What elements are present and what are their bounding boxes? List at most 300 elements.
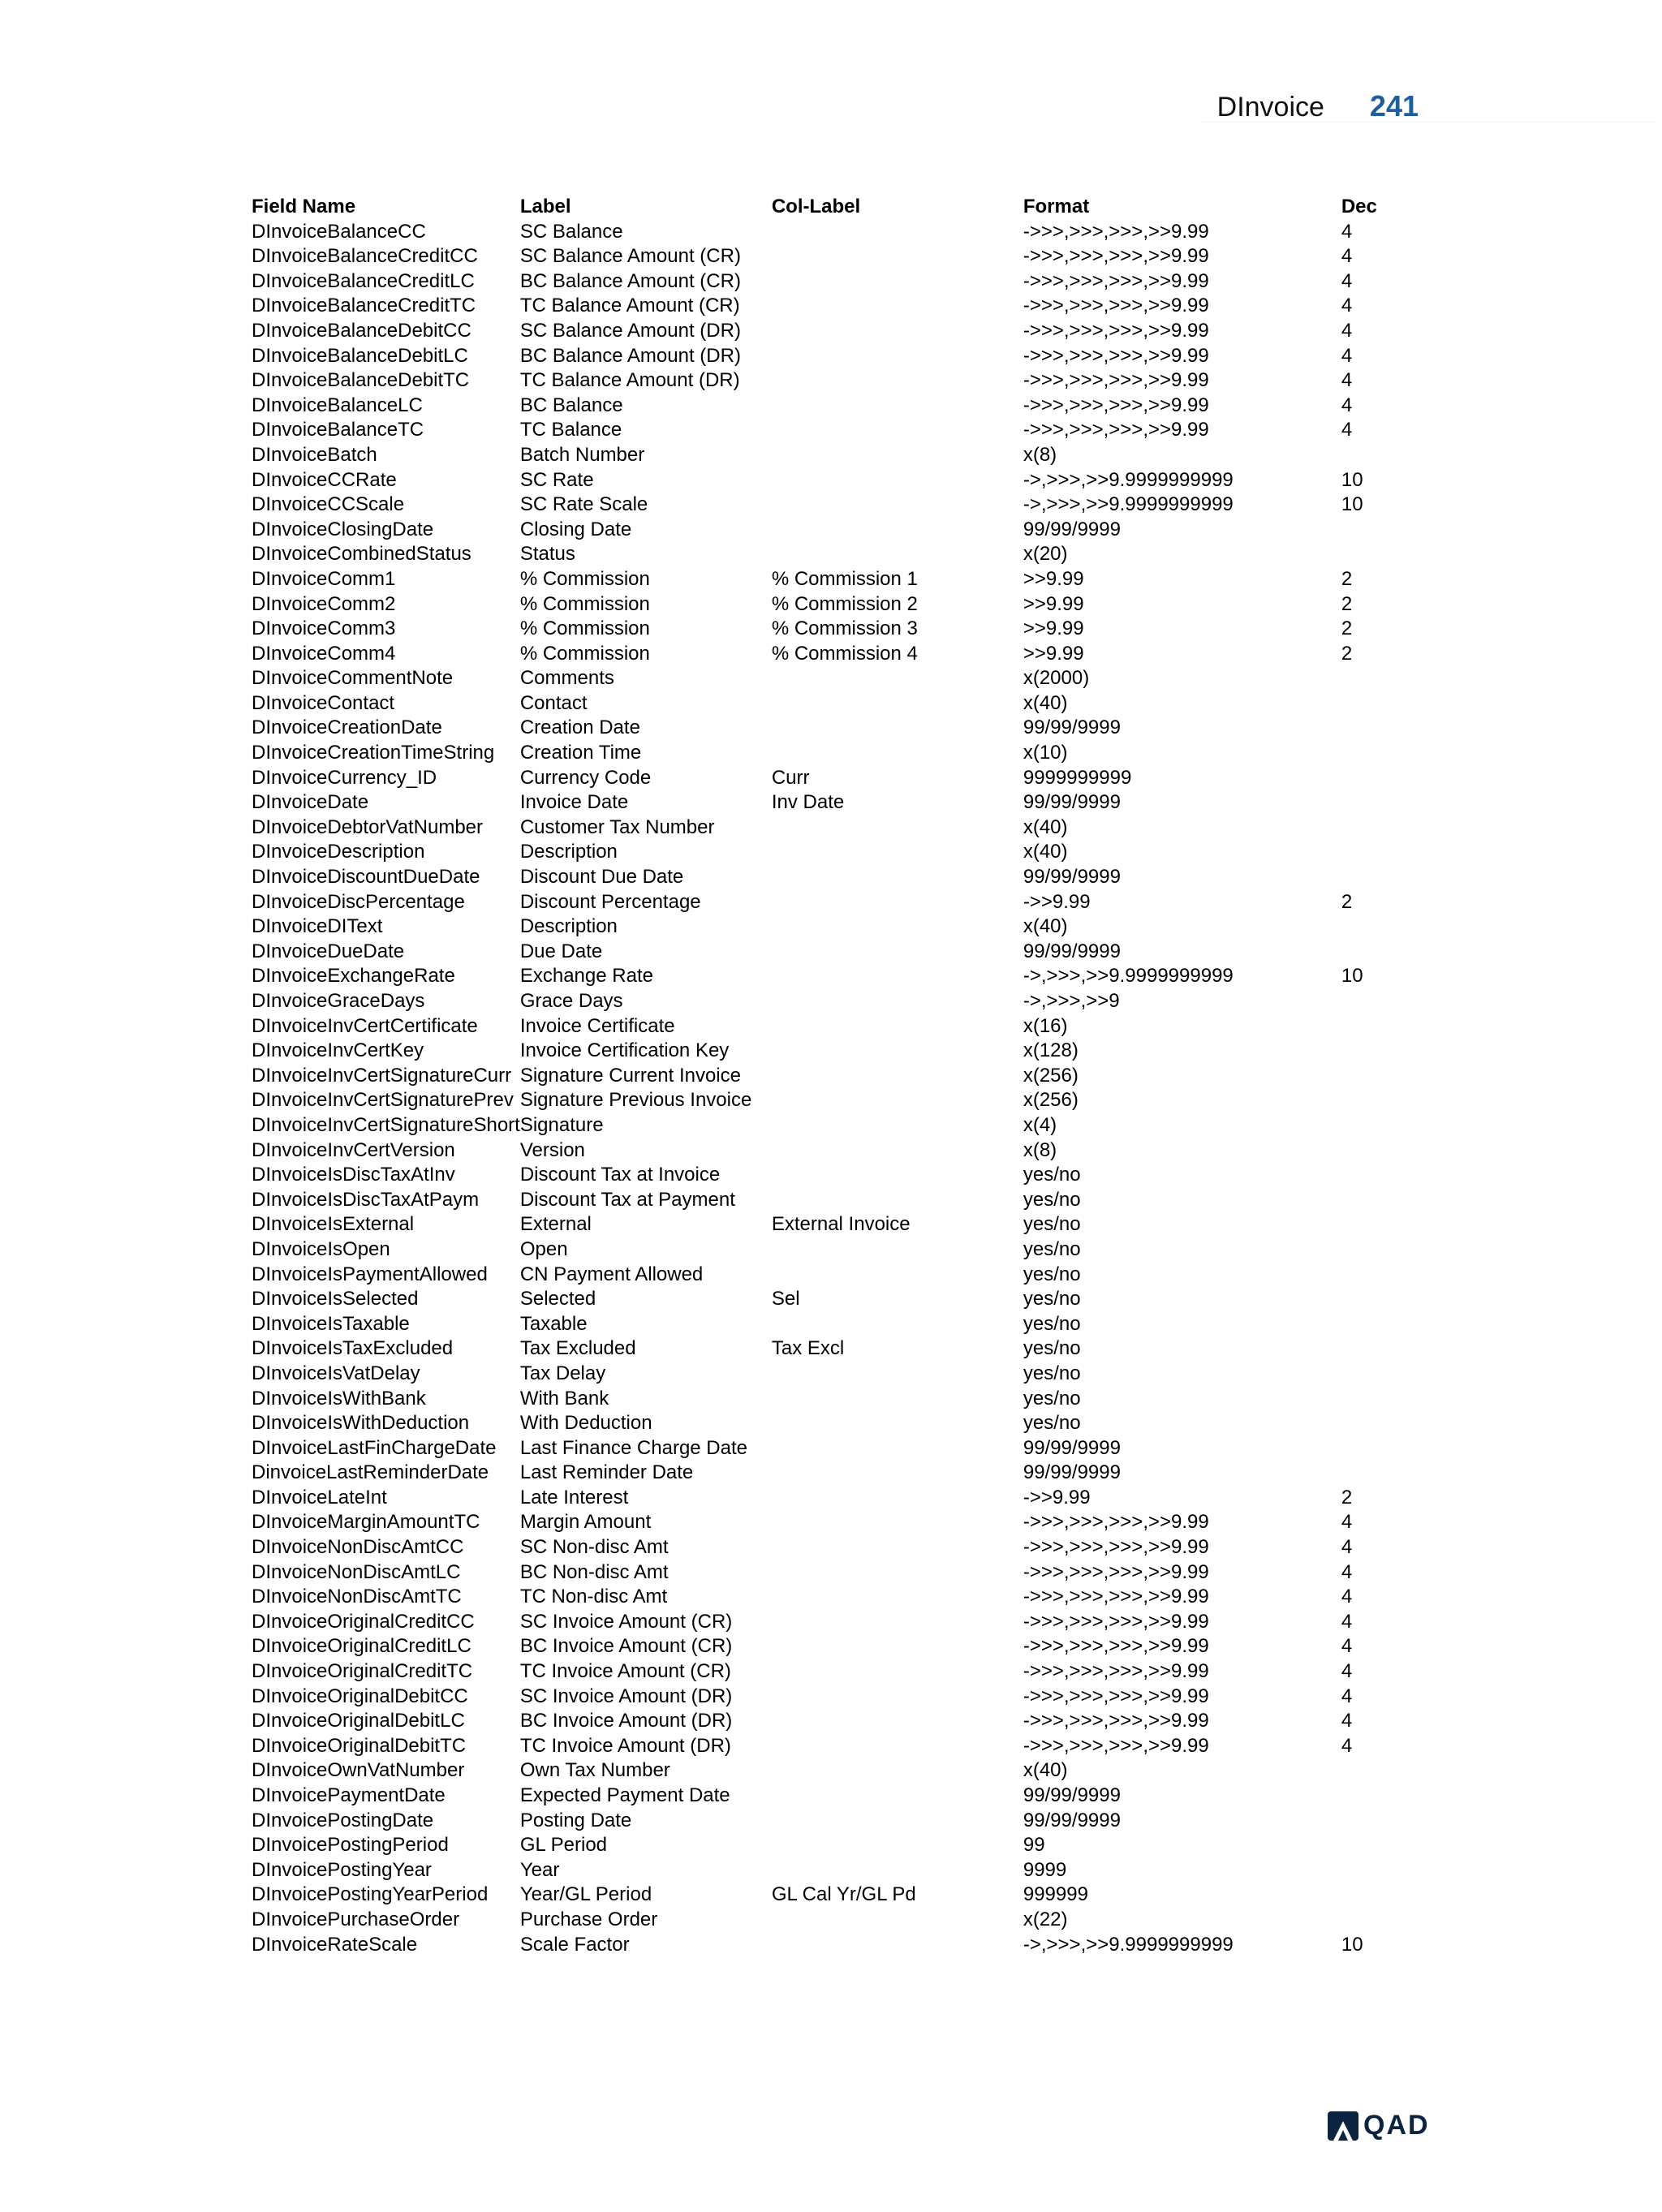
format-cell: 999999 [1023, 1883, 1088, 1906]
table-row [252, 1709, 1439, 1734]
col-label-cell [772, 1237, 1023, 1263]
table-row [252, 1336, 1439, 1362]
dec-cell [1341, 1436, 1439, 1461]
field-name-cell: DInvoiceOriginalCreditLC [252, 1635, 471, 1658]
dec-cell [1341, 1138, 1439, 1164]
label-cell: Invoice Certificate [519, 1014, 675, 1037]
field-name-cell: DInvoiceComm4 [252, 642, 396, 665]
label-cell: SC Invoice Amount (CR) [519, 1610, 733, 1633]
label-cell: TC Balance Amount (CR) [519, 295, 740, 317]
col-label-cell [772, 493, 1023, 518]
field-name-cell: DInvoiceBalanceDebitLC [252, 344, 468, 367]
col-label-cell [772, 840, 1023, 865]
field-name-cell: DInvoiceInvCertCertificate [252, 1014, 478, 1037]
label-cell: SC Balance Amount (DR) [519, 319, 741, 342]
col-label-cell [772, 1088, 1023, 1113]
col-label-cell [772, 1709, 1023, 1734]
field-name-cell: DInvoiceIsDiscTaxAtInv [252, 1164, 455, 1186]
format-cell: x(256) [1023, 1089, 1079, 1112]
field-name-cell: DInvoiceNonDiscAmtTC [252, 1586, 462, 1608]
table-row [252, 1287, 1439, 1312]
table-row [252, 1113, 1439, 1138]
field-name-cell: DInvoiceComm3 [252, 618, 396, 640]
format-cell: ->>9.99 [1023, 1486, 1091, 1508]
field-name-cell: DInvoiceComm1 [252, 567, 396, 590]
col-label-cell [772, 1734, 1023, 1759]
dec-cell: 4 [1341, 1660, 1353, 1683]
format-cell: ->>>,>>>,>>>,>>9.99 [1023, 1536, 1209, 1559]
field-name-cell: DInvoicePostingYearPeriod [252, 1883, 489, 1906]
table-row [252, 1585, 1439, 1610]
format-cell: 9999999999 [1023, 766, 1132, 789]
format-cell: x(10) [1023, 742, 1068, 764]
table-row [252, 1188, 1439, 1213]
col-label-cell [772, 1411, 1023, 1436]
dec-cell: 4 [1341, 344, 1353, 367]
field-name-cell: DInvoiceBalanceCreditTC [252, 295, 476, 317]
field-name-cell: DInvoiceCommentNote [252, 667, 454, 690]
label-cell: Discount Due Date [519, 866, 684, 889]
col-label-cell [772, 269, 1023, 295]
table-row [252, 1486, 1439, 1511]
table-row [252, 1535, 1439, 1560]
col-label-cell: Sel [771, 1288, 800, 1310]
label-cell: Posting Date [519, 1809, 632, 1831]
table-row [252, 940, 1439, 965]
dec-cell: 10 [1341, 493, 1363, 516]
col-label-cell [772, 1858, 1023, 1883]
format-cell: ->>9.99 [1023, 890, 1091, 913]
dec-cell [1341, 1883, 1439, 1908]
table-row [252, 816, 1439, 841]
label-cell: SC Rate [519, 468, 594, 491]
table-row [252, 1387, 1439, 1412]
field-name-cell: DInvoiceDiscountDueDate [252, 866, 480, 889]
label-cell: Contact [519, 691, 588, 714]
dec-cell [1341, 914, 1439, 940]
table-row [252, 1163, 1439, 1188]
dec-cell: 4 [1341, 319, 1353, 342]
col-label-cell [772, 1510, 1023, 1535]
label-cell: Open [519, 1237, 568, 1260]
field-name-cell: DInvoicePurchaseOrder [252, 1908, 460, 1930]
format-cell: >>9.99 [1023, 592, 1084, 615]
table-body [252, 220, 1439, 1958]
table-row [252, 1039, 1439, 1064]
format-cell: 9999 [1023, 1858, 1067, 1881]
label-cell: Selected [519, 1288, 596, 1310]
dec-cell [1341, 1113, 1439, 1138]
col-label-cell [772, 1263, 1023, 1288]
dec-cell [1341, 1014, 1439, 1039]
field-name-cell: DInvoiceDebtorVatNumber [252, 816, 484, 838]
format-cell: >>9.99 [1023, 618, 1084, 640]
format-cell: x(40) [1023, 691, 1068, 714]
col-label-cell [772, 394, 1023, 419]
table-row [252, 294, 1439, 319]
dec-cell: 4 [1341, 394, 1353, 416]
table-row [252, 244, 1439, 269]
col-label-cell [772, 964, 1023, 989]
col-label-cell [772, 1039, 1023, 1064]
format-cell: ->>>,>>>,>>>,>>9.99 [1023, 1734, 1209, 1757]
dec-cell: 4 [1341, 1685, 1353, 1707]
table-row [252, 642, 1439, 667]
label-cell: TC Invoice Amount (DR) [519, 1734, 731, 1757]
label-cell: Taxable [519, 1312, 588, 1335]
col-label-cell: Curr [771, 766, 810, 789]
format-cell: ->,>>>,>>9.9999999999 [1023, 468, 1234, 491]
dec-cell [1341, 790, 1439, 816]
col-label-cell [772, 1163, 1023, 1188]
format-cell: ->>>,>>>,>>>,>>9.99 [1023, 1560, 1209, 1583]
dec-cell: 4 [1341, 1635, 1353, 1658]
label-cell: Purchase Order [519, 1908, 658, 1930]
label-cell: Signature [519, 1113, 604, 1136]
label-cell: Discount Tax at Invoice [519, 1164, 721, 1186]
label-cell: Due Date [519, 940, 603, 962]
format-cell: x(8) [1023, 1138, 1057, 1161]
dec-cell [1341, 1362, 1439, 1387]
page-title: DInvoice [1216, 92, 1324, 123]
format-cell: ->>>,>>>,>>>,>>9.99 [1023, 1685, 1209, 1707]
table-row [252, 1734, 1439, 1759]
col-label-cell: % Commission 3 [771, 618, 918, 640]
format-cell: ->>>,>>>,>>>,>>9.99 [1023, 295, 1209, 317]
qad-logo-text: QAD [1363, 2110, 1430, 2141]
field-name-cell: DInvoiceInvCertKey [252, 1039, 424, 1062]
format-cell: 99 [1023, 1834, 1045, 1857]
table-row [252, 1784, 1439, 1809]
format-cell: ->>>,>>>,>>>,>>9.99 [1023, 1586, 1209, 1608]
dec-cell: 4 [1341, 1511, 1353, 1534]
field-name-cell: DInvoiceBalanceCreditCC [252, 245, 478, 268]
label-cell: SC Invoice Amount (DR) [519, 1685, 733, 1707]
field-name-cell: DInvoiceLastFinChargeDate [252, 1436, 497, 1459]
format-cell: x(256) [1023, 1064, 1079, 1087]
label-cell: % Commission [519, 592, 650, 615]
format-cell: x(40) [1023, 915, 1068, 938]
field-name-cell: DinvoiceLastReminderDate [252, 1461, 489, 1484]
table-row [252, 989, 1439, 1014]
dec-cell [1341, 518, 1439, 543]
qad-logo-icon [1328, 2111, 1358, 2141]
field-name-cell: DInvoiceIsTaxable [252, 1312, 410, 1335]
field-name-cell: DInvoiceCCScale [252, 493, 405, 516]
dec-cell: 2 [1341, 1486, 1353, 1508]
dec-cell: 4 [1341, 1610, 1353, 1633]
dec-cell [1341, 1411, 1439, 1436]
dec-cell [1341, 989, 1439, 1014]
field-name-cell: DInvoiceIsTaxExcluded [252, 1337, 454, 1360]
table-row [252, 1610, 1439, 1635]
format-cell: ->>>,>>>,>>>,>>9.99 [1023, 1610, 1209, 1633]
field-name-cell: DInvoiceInvCertVersion [252, 1138, 455, 1161]
label-cell: BC Balance [519, 394, 623, 416]
col-label-cell [772, 1758, 1023, 1784]
field-name-cell: DInvoiceOriginalDebitLC [252, 1710, 465, 1732]
label-cell: CN Payment Allowed [519, 1263, 704, 1285]
col-label-cell: % Commission 1 [771, 567, 918, 590]
label-cell: Last Reminder Date [519, 1461, 694, 1484]
dec-cell [1341, 940, 1439, 965]
label-cell: Signature Previous Invoice [519, 1089, 752, 1112]
format-cell: x(20) [1023, 543, 1068, 566]
label-cell: % Commission [519, 642, 650, 665]
col-label-cell [772, 1436, 1023, 1461]
format-cell: yes/no [1023, 1387, 1081, 1409]
format-cell: 99/99/9999 [1023, 717, 1121, 739]
table-row [252, 1908, 1439, 1933]
format-cell: yes/no [1023, 1288, 1081, 1310]
table-row [252, 691, 1439, 717]
table-row [252, 1858, 1439, 1883]
format-cell: yes/no [1023, 1312, 1081, 1335]
page-number: 241 [1369, 89, 1419, 123]
col-label-cell: Tax Excl [771, 1337, 845, 1360]
table-row [252, 716, 1439, 741]
field-name-cell: DInvoiceGraceDays [252, 990, 425, 1012]
label-cell: Invoice Certification Key [519, 1039, 730, 1062]
dec-cell [1341, 1088, 1439, 1113]
format-cell: ->>>,>>>,>>>,>>9.99 [1023, 245, 1209, 268]
table-row [252, 666, 1439, 691]
dec-cell [1341, 1858, 1439, 1883]
column-header-field-name: Field Name [252, 196, 356, 217]
label-cell: Creation Date [519, 717, 640, 739]
field-name-cell: DInvoicePostingDate [252, 1809, 434, 1831]
format-cell: ->,>>>,>>9.9999999999 [1023, 965, 1234, 988]
format-cell: yes/no [1023, 1164, 1081, 1186]
format-cell: ->>>,>>>,>>>,>>9.99 [1023, 1710, 1209, 1732]
label-cell: BC Invoice Amount (CR) [519, 1635, 733, 1658]
table-row [252, 1685, 1439, 1710]
col-label-cell [772, 1659, 1023, 1685]
field-name-cell: DInvoiceInvCertSignatureShort [252, 1113, 520, 1136]
label-cell: Version [519, 1138, 585, 1161]
table-row [252, 1634, 1439, 1659]
format-cell: yes/no [1023, 1362, 1081, 1384]
field-name-cell: DInvoiceDueDate [252, 940, 405, 962]
format-cell: x(22) [1023, 1908, 1068, 1930]
label-cell: Late Interest [519, 1486, 629, 1508]
field-table [252, 195, 1439, 1957]
dec-cell: 4 [1341, 369, 1353, 392]
table-row [252, 1411, 1439, 1436]
format-cell: x(4) [1023, 1113, 1057, 1136]
format-cell: ->>>,>>>,>>>,>>9.99 [1023, 220, 1209, 243]
table-row [252, 1933, 1439, 1958]
dec-cell [1341, 716, 1439, 741]
col-label-cell [772, 294, 1023, 319]
table-header-row [252, 195, 1439, 220]
format-cell: >>9.99 [1023, 642, 1084, 665]
field-name-cell: DInvoiceContact [252, 691, 395, 714]
format-cell: 99/99/9999 [1023, 866, 1121, 889]
table-row [252, 220, 1439, 245]
table-row [252, 741, 1439, 766]
col-label-cell [772, 443, 1023, 468]
dec-cell [1341, 1188, 1439, 1213]
field-name-cell: DInvoiceBalanceDebitTC [252, 369, 470, 392]
label-cell: Customer Tax Number [519, 816, 715, 838]
table-row [252, 542, 1439, 567]
format-cell: x(2000) [1023, 667, 1090, 690]
field-name-cell: DInvoiceDIText [252, 915, 383, 938]
dec-cell [1341, 1039, 1439, 1064]
label-cell: Tax Delay [519, 1362, 606, 1384]
table-row [252, 1064, 1439, 1089]
col-label-cell [772, 666, 1023, 691]
col-label-cell [772, 914, 1023, 940]
format-cell: ->>>,>>>,>>>,>>9.99 [1023, 394, 1209, 416]
dec-cell: 2 [1341, 567, 1353, 590]
format-cell: x(16) [1023, 1014, 1068, 1037]
col-label-cell: Inv Date [771, 791, 845, 814]
label-cell: Description [519, 915, 618, 938]
label-cell: TC Non-disc Amt [519, 1586, 668, 1608]
field-name-cell: DInvoiceIsOpen [252, 1237, 390, 1260]
field-name-cell: DInvoiceIsWithBank [252, 1387, 426, 1409]
table-row [252, 1436, 1439, 1461]
label-cell: Comments [519, 667, 614, 690]
label-cell: Exchange Rate [519, 965, 653, 988]
col-label-cell [772, 741, 1023, 766]
dec-cell: 4 [1341, 295, 1353, 317]
table-row [252, 1138, 1439, 1164]
col-label-cell [772, 1188, 1023, 1213]
col-label-cell [772, 1685, 1023, 1710]
page-header [1217, 89, 1419, 123]
table-row [252, 1237, 1439, 1263]
table-row [252, 914, 1439, 940]
label-cell: % Commission [519, 618, 650, 640]
field-name-cell: DInvoicePostingPeriod [252, 1834, 449, 1857]
field-name-cell: DInvoiceRateScale [252, 1933, 418, 1956]
field-name-cell: DInvoiceCurrency_ID [252, 766, 437, 789]
format-cell: ->>>,>>>,>>>,>>9.99 [1023, 269, 1209, 292]
label-cell: Last Finance Charge Date [519, 1436, 748, 1459]
table-row [252, 1758, 1439, 1784]
table-row [252, 1014, 1439, 1039]
field-name-cell: DInvoiceBalanceCreditLC [252, 269, 475, 292]
label-cell: Tax Excluded [519, 1337, 636, 1360]
col-label-cell [772, 1908, 1023, 1933]
dec-cell [1341, 1336, 1439, 1362]
label-cell: Scale Factor [519, 1933, 630, 1956]
label-cell: External [519, 1213, 592, 1236]
field-name-cell: DInvoiceBalanceCC [252, 220, 426, 243]
col-label-cell [772, 1634, 1023, 1659]
format-cell: ->,>>>,>>9 [1023, 990, 1120, 1012]
dec-cell: 2 [1341, 642, 1353, 665]
field-name-cell: DInvoiceIsVatDelay [252, 1362, 420, 1384]
label-cell: Expected Payment Date [519, 1784, 730, 1806]
column-header-dec: Dec [1341, 196, 1377, 217]
col-label-cell: External Invoice [771, 1213, 911, 1236]
label-cell: Signature Current Invoice [519, 1064, 741, 1087]
dec-cell [1341, 766, 1439, 791]
col-label-cell [772, 1809, 1023, 1834]
format-cell: ->>>,>>>,>>>,>>9.99 [1023, 319, 1209, 342]
table-row [252, 269, 1439, 295]
format-cell: x(8) [1023, 443, 1057, 466]
col-label-cell [772, 468, 1023, 493]
col-label-cell [772, 1833, 1023, 1858]
field-name-cell: DInvoiceBalanceLC [252, 394, 423, 416]
col-label-cell [772, 344, 1023, 369]
label-cell: TC Balance Amount (DR) [519, 369, 740, 392]
field-name-cell: DInvoiceOwnVatNumber [252, 1759, 465, 1782]
label-cell: Batch Number [519, 443, 645, 466]
table-row [252, 493, 1439, 518]
column-header-col-label: Col-Label [771, 196, 861, 217]
format-cell: 99/99/9999 [1023, 518, 1121, 540]
label-cell: With Deduction [519, 1412, 652, 1435]
field-name-cell: DInvoiceIsPaymentAllowed [252, 1263, 488, 1285]
dec-cell: 2 [1341, 592, 1353, 615]
col-label-cell [772, 1014, 1023, 1039]
format-cell: x(40) [1023, 841, 1068, 863]
col-label-cell [772, 1784, 1023, 1809]
col-label-cell [772, 244, 1023, 269]
field-name-cell: DInvoicePostingYear [252, 1858, 432, 1881]
dec-cell: 4 [1341, 1734, 1353, 1757]
col-label-cell [772, 691, 1023, 717]
dec-cell [1341, 865, 1439, 890]
format-cell: ->>>,>>>,>>>,>>9.99 [1023, 1511, 1209, 1534]
format-cell: yes/no [1023, 1213, 1081, 1236]
col-label-cell [772, 1486, 1023, 1511]
col-label-cell [772, 1461, 1023, 1486]
label-cell: SC Non-disc Amt [519, 1536, 669, 1559]
field-name-cell: DInvoiceIsExternal [252, 1213, 415, 1236]
label-cell: Status [519, 543, 575, 566]
table-row [252, 1560, 1439, 1586]
table-row [252, 319, 1439, 344]
format-cell: x(128) [1023, 1039, 1079, 1062]
table-row [252, 1510, 1439, 1535]
col-label-cell [772, 1933, 1023, 1958]
field-name-cell: DInvoiceCreationDate [252, 717, 442, 739]
field-name-cell: DInvoiceIsWithDeduction [252, 1412, 470, 1435]
dec-cell [1341, 1833, 1439, 1858]
col-label-cell [772, 1585, 1023, 1610]
dec-cell [1341, 1263, 1439, 1288]
dec-cell [1341, 1287, 1439, 1312]
col-label-cell [772, 865, 1023, 890]
dec-cell [1341, 1312, 1439, 1337]
col-label-cell: GL Cal Yr/GL Pd [771, 1883, 916, 1906]
table-row [252, 1461, 1439, 1486]
dec-cell: 2 [1341, 618, 1353, 640]
table-row [252, 890, 1439, 915]
field-name-cell: DInvoiceOriginalCreditTC [252, 1660, 473, 1683]
field-name-cell: DInvoiceIsSelected [252, 1288, 419, 1310]
format-cell: 99/99/9999 [1023, 1436, 1121, 1459]
dec-cell [1341, 443, 1439, 468]
field-name-cell: DInvoicePaymentDate [252, 1784, 446, 1806]
col-label-cell [772, 319, 1023, 344]
label-cell: Description [519, 841, 618, 863]
dec-cell [1341, 1784, 1439, 1809]
col-label-cell [772, 1610, 1023, 1635]
table-row [252, 1833, 1439, 1858]
dec-cell [1341, 1163, 1439, 1188]
dec-cell: 4 [1341, 1536, 1353, 1559]
dec-cell [1341, 840, 1439, 865]
col-label-cell [772, 1138, 1023, 1164]
